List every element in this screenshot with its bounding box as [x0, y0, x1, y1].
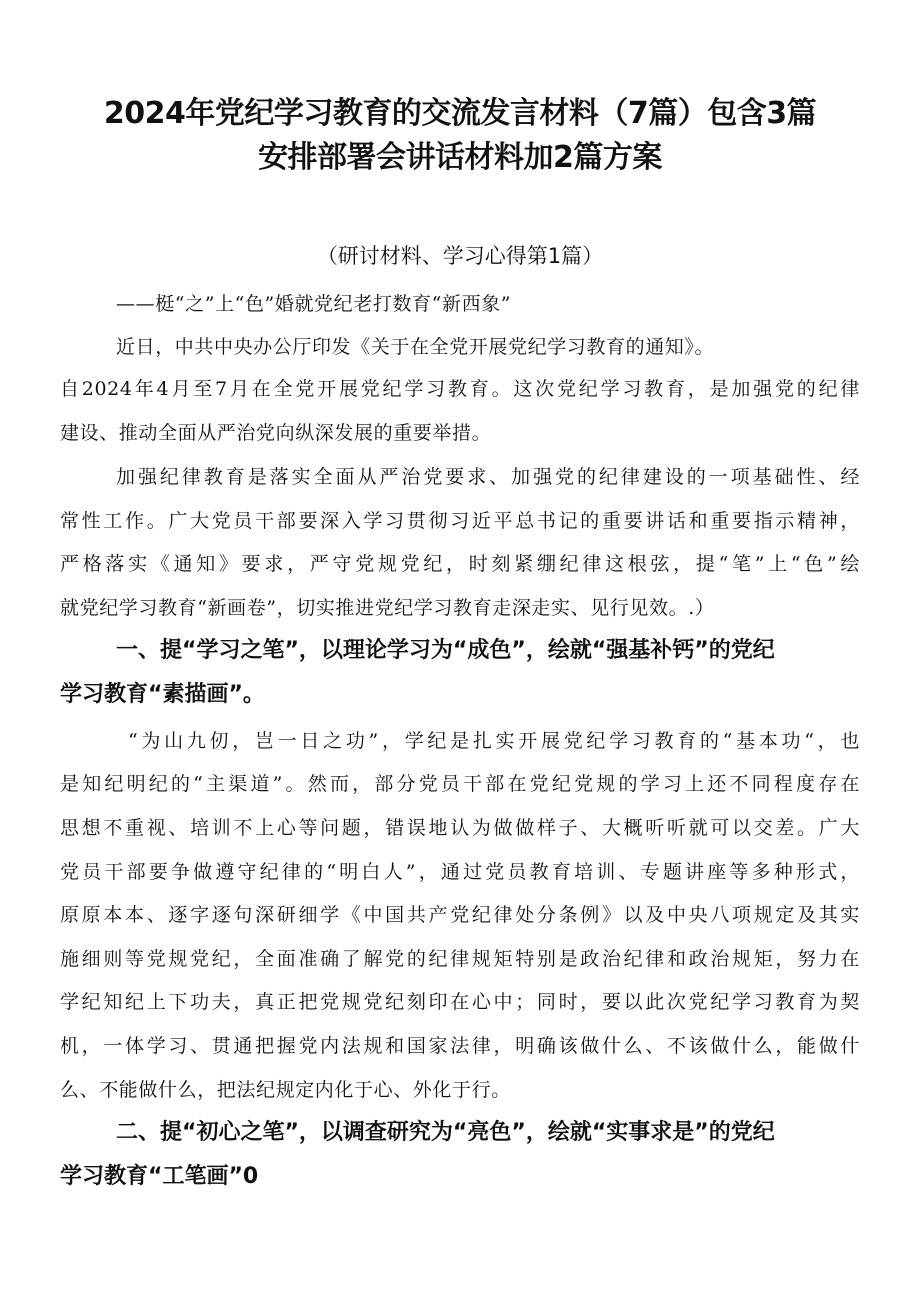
paragraph-3-line-7: 学纪知纪上下功夫，真正把党规党纪刻印在心中；同时，要以此次党纪学习教育为契: [60, 991, 860, 1013]
paragraph-2-line-1: 加强纪律教育是落实全面从严治党要求、加强党的纪律建设的一项基础性、经: [116, 466, 860, 488]
paragraph-3-line-8: 机，一体学习、贯通把握党内法规和国家法律，明确该做什么、不该做什么，能做什: [60, 1035, 860, 1057]
paragraph-2-line-2: 常性工作。广大党员干部要深入学习贯彻习近平总书记的重要讲话和重要指示精神，: [60, 510, 860, 532]
article-tagline: ——梃“之”上“色”婚就党纪老打数育“新西象”: [116, 293, 512, 315]
paragraph-3-line-3: 思想不重视、培训不上心等问题，错误地认为做做样子、大概听听就可以交差。广大: [60, 817, 860, 839]
paragraph-1-line-2: 自2024年4月至7月在全党开展党纪学习教育。这次党纪学习教育，是加强党的纪律: [60, 378, 860, 400]
section-heading-2-line-2: 学习教育“工笔画”0: [60, 1164, 259, 1189]
paragraph-2-line-4: 就党纪学习教育“新画卷”，切实推进党纪学习教育走深走实、见行见效。.）: [60, 597, 715, 619]
section-heading-1-line-2: 学习教育“素描画”。: [60, 682, 265, 707]
paragraph-3-line-2: 是知纪明纪的“主渠道”。然而，部分党员干部在党纪党规的学习上还不同程度存在: [60, 773, 860, 795]
paragraph-1-line-1: 近日，中共中央办公厅印发《关于在全党开展党纪学习教育的通知》。: [116, 336, 715, 358]
document-title-line-2: 安排部署会讲话材料加2篇方案: [258, 140, 662, 175]
paragraph-2-line-3: 严格落实《通知》要求，严守党规党纪，时刻紧绷纪律这根弦，提“笔”上“色”绘: [60, 553, 860, 575]
paragraph-3-line-9: 么、不能做什么，把法纪规定内化于心、外化于行。: [60, 1079, 511, 1101]
document-title-line-1: 2024年党纪学习教育的交流发言材料（7篇）包含3篇: [103, 96, 817, 131]
paragraph-3-line-5: 原原本本、逐字逐句深研细学《中国共产党纪律处分条例》以及中央八项规定及其实: [60, 904, 860, 926]
paragraph-1-line-3: 建设、推动全面从严治党向纵深发展的重要举措。: [60, 422, 492, 444]
paragraph-3-line-6: 施细则等党规党纪，全面准确了解党的纪律规矩特别是政治纪律和政治规矩，努力在: [60, 948, 860, 970]
paragraph-3-line-1: “为山九仞，岂一日之功”，学纪是扎实开展党纪学习教育的“基本功“，也: [128, 730, 860, 752]
paragraph-3-line-4: 党员干部要争做遵守纪律的“明白人”，通过党员教育培训、专题讲座等多种形式，: [60, 861, 860, 883]
section-subtitle: （研讨材料、学习心得第1篇）: [316, 244, 604, 268]
section-heading-1-line-1: 一、提“学习之笔”，以理论学习为“成色”，绘就“强基补钙”的党纪: [116, 638, 775, 663]
section-heading-2-line-1: 二、提“初心之笔”，以调查研究为“亮色”，绘就“实事求是”的党纪: [116, 1120, 775, 1145]
